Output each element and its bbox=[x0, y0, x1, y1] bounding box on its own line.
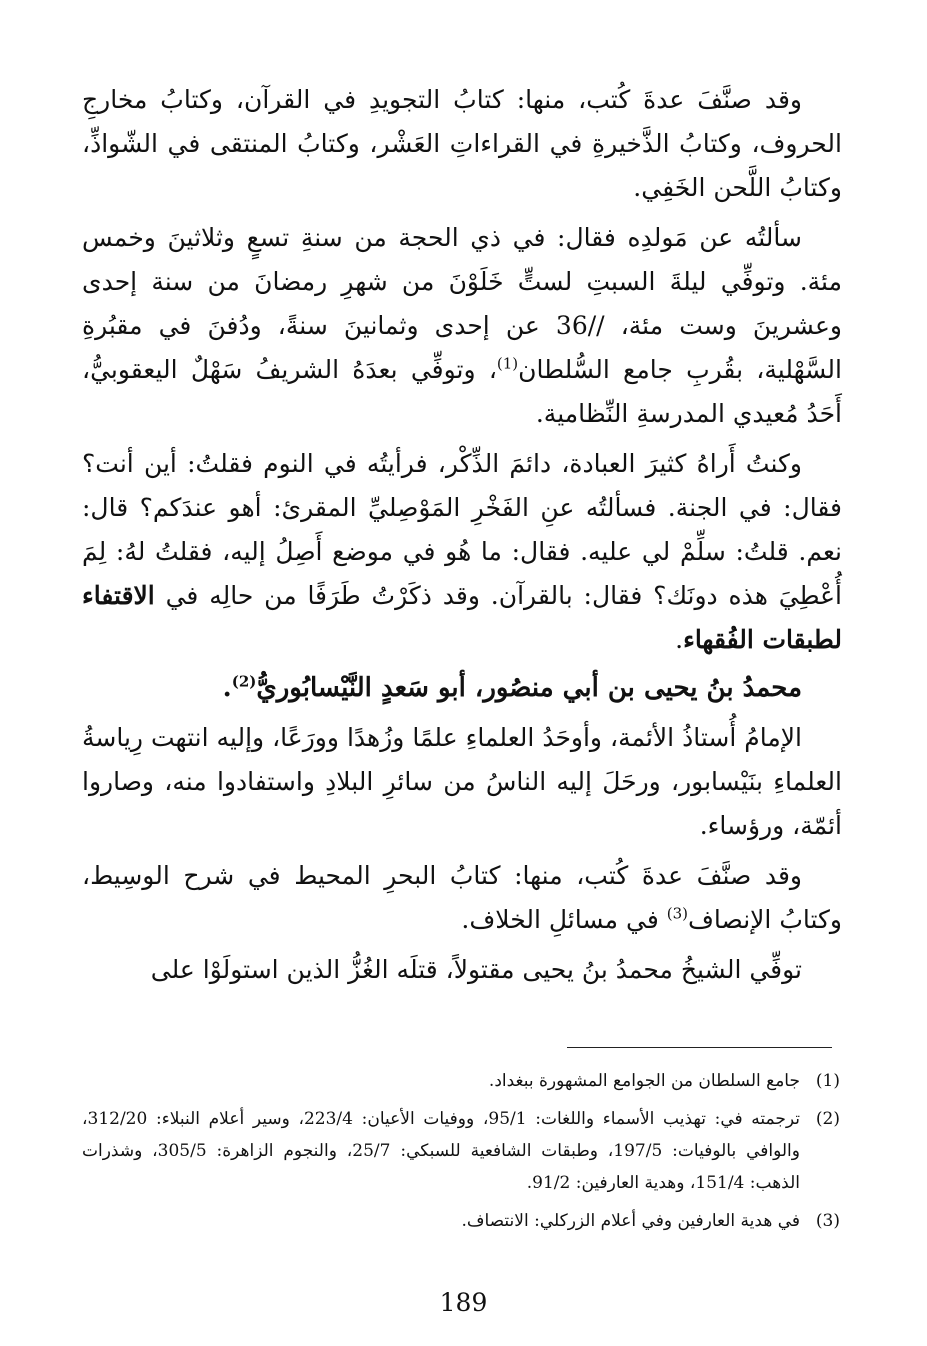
footnote-separator bbox=[567, 1047, 832, 1048]
main-text bbox=[82, 78, 842, 992]
footnote-2 bbox=[82, 1103, 840, 1199]
footnote-text: جامع السلطان من الجوامع المشهورة ببغداد. bbox=[488, 1071, 800, 1091]
paragraph-dream: وكنتُ أَراهُ كثيرَ العبادة، دائمَ الذِّكْر، فرأيتُه في النوم فقلتُ: أين أنت؟ فقال: في الجنة. فسألتُه عنِ الفَخْرِ المَوْصِليِّ المقرئ: أهو عندَكم؟ قال: نعم. قلتُ: سلِّمْ لي عليه. فقال: ما هُو في موضع أَصِلُ إليه، فقلتُ لهُ: لِمَ أُعْطِيَ هذه دونَك؟ فقال: بالقرآن. وقد ذكَرْتُ طَرَفًا من حالِه في الاقتفاء لطبقات الفُقهاء. bbox=[82, 449, 842, 654]
paragraph-works-2: وقد صنَّفَ عدةَ كُتب، منها: كتابُ البحرِ المحيط في شرح الوسِيط، وكتابُ الإنصاف$^{(3)}$ في مسائلِ الخلاف. bbox=[82, 861, 842, 934]
footnote-number: (2) bbox=[815, 1109, 840, 1129]
footnotes bbox=[82, 1065, 840, 1243]
footnote-text: ترجمته في: تهذيب الأسماء واللغات: 95/1، ووفيات الأعيان: 223/4، وسير أعلام النبلاء: 312/20، والوافي بالوفيات: 197/5، وطبقات الشافعية للسبكي: 25/7، والنجوم الزاهرة: 305/5، وشذرات الذهب: 151/4، وهدية العارفين: 91/2. bbox=[82, 1109, 800, 1193]
paragraph-imam: الإمامُ أُستاذُ الأئمة، وأوحَدُ العلماءِ علمًا وزُهدًا وورَعًا، وإليه انتهت رِياسةُ العلماءِ بنَيْسابور، ورحَلَ إليه الناسُ من سائرِ البلادِ واستفادوا منه، وصاروا أئمّة، ورؤساء. bbox=[82, 723, 842, 840]
footnote-number: (3) bbox=[815, 1211, 840, 1231]
footnote-3 bbox=[82, 1205, 840, 1237]
footnote-ref-2[interactable]: (2) bbox=[231, 672, 257, 691]
paragraph-death: توفِّي الشيخُ محمدُ بنُ يحيى مقتولاً، قتلَه الغُزُّ الذين استولَوْا على bbox=[150, 955, 802, 984]
book-title: الاقتفاء لطبقات الفُقهاء bbox=[82, 581, 842, 654]
biography-heading: محمدُ بنُ يحيى بن أبي منصُور، أبو سَعدٍ النَّيْسابُوريُّ$^{(2)}$. bbox=[222, 672, 802, 703]
footnote-1 bbox=[82, 1065, 840, 1097]
page-number: 189 bbox=[439, 1288, 488, 1317]
footnote-ref-3[interactable]: (3) bbox=[666, 904, 688, 923]
footnote-ref-1[interactable]: (1) bbox=[496, 354, 519, 373]
footnote-text: في هدية العارفين وفي أعلام الزركلي: الانتصاف. bbox=[461, 1211, 800, 1231]
paragraph-works: وقد صنَّفَ عدةَ كُتب، منها: كتابُ التجويدِ في القرآن، وكتابُ مخارجِ الحروف، وكتابُ الذَّخيرةِ في القراءاتِ العَشْر، وكتابُ المنتقى في الشّواذِّ، وكتابُ اللَّحن الخَفِي. bbox=[82, 85, 842, 202]
paragraph-birth-death: سألتُه عن مَولدِه فقال: في ذي الحجة من سنةِ تسعٍ وثلاثينَ وخمس مئة. وتوفِّي ليلةَ السبتِ لستٍّ خَلَوْنَ من شهرِ رمضانَ من سنة إحدى وعشرينَ وست مئة، //36 عن إحدى وثمانينَ سنةً، ودُفنَ في مقبُرةِ السَّهْلية، بقُربِ جامع السُّلطان$^{(1)}$، وتوفِّي بعدَهُ الشريفُ سَهْلٌ اليعقوبيُّ، أَحَدُ مُعيدي المدرسةِ النِّظامية. bbox=[82, 223, 842, 428]
footnote-number: (1) bbox=[815, 1071, 840, 1091]
